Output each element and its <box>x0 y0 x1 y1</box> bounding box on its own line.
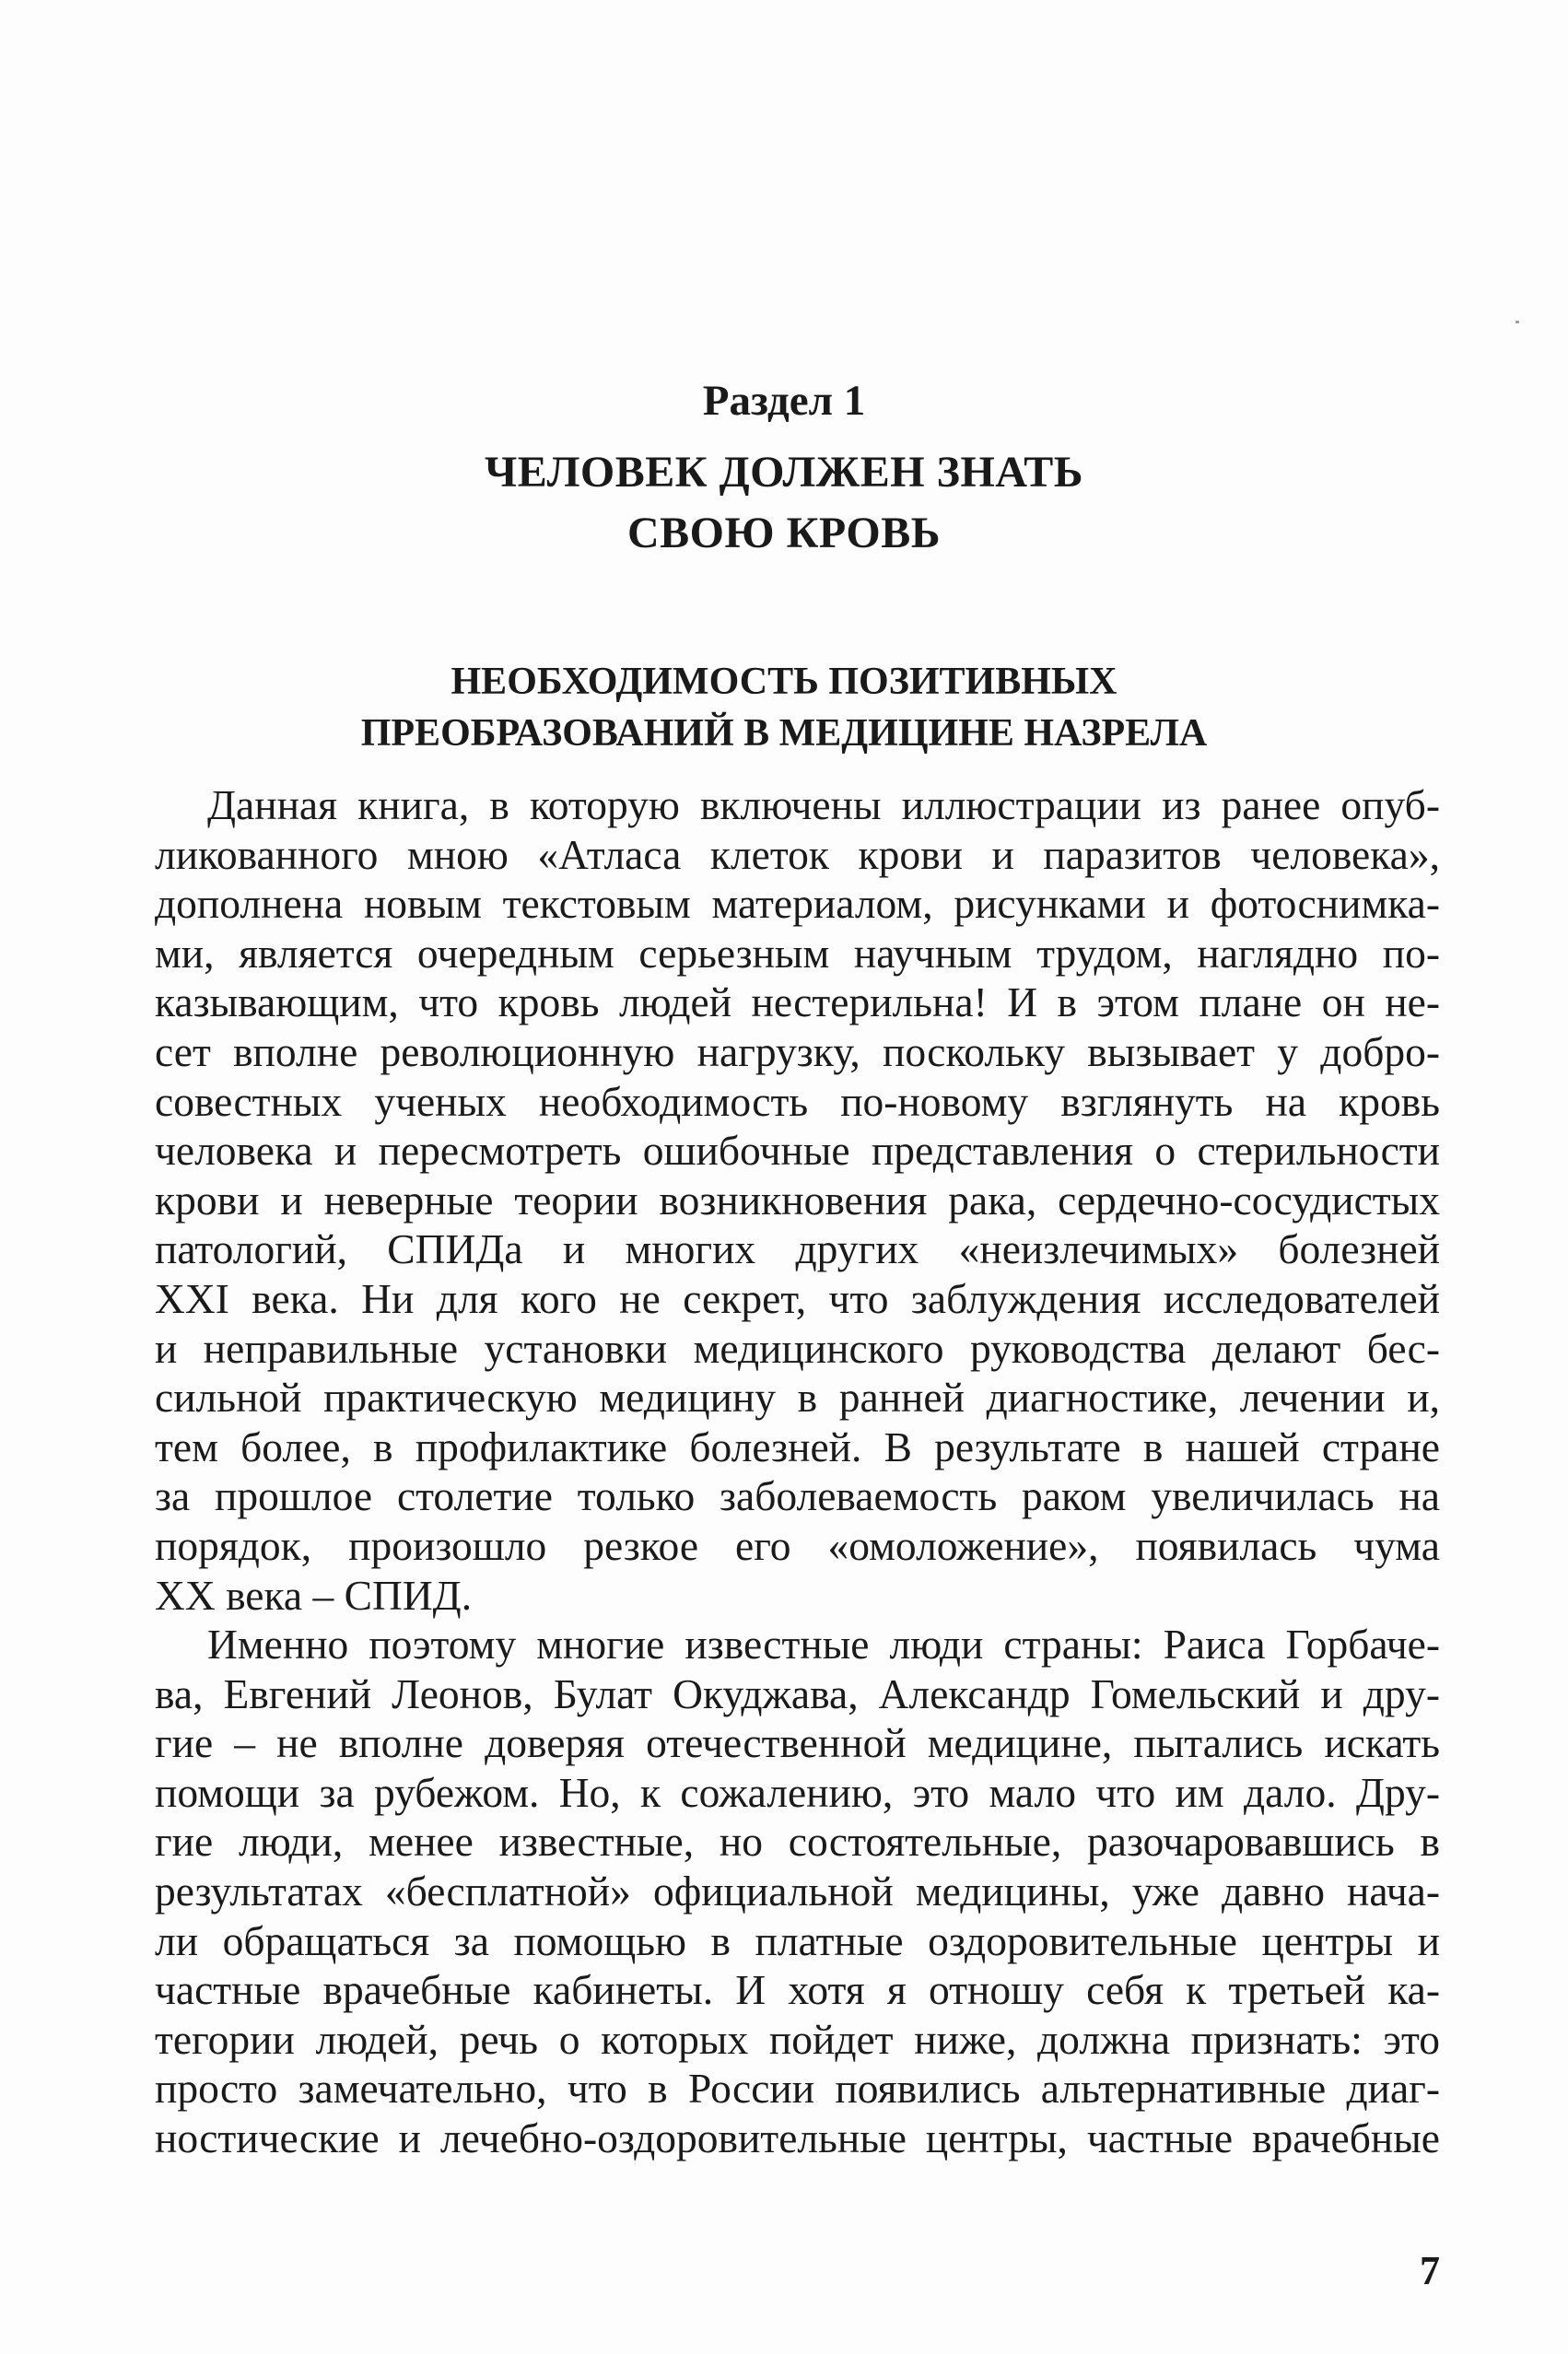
section-label: Раздел 1 <box>702 377 866 425</box>
text-line: порядок, произошло резкое его «омоложение», появилась чума <box>155 1521 1440 1569</box>
text-line: частные врачебные кабинеты. И хотя я отношу себя к третьей ка- <box>155 1966 1440 2014</box>
text-line: XXI века. Ни для кого не секрет, что заблуждения исследователей <box>155 1274 1440 1322</box>
article-title <box>0 656 1568 759</box>
body-text <box>155 780 1440 2163</box>
text-line: гие люди, менее известные, но состоятельные, разочаровавшись в <box>155 1818 1440 1866</box>
page-number: 7 <box>1420 2248 1440 2293</box>
text-line: сет вполне революционную нагрузку, поскольку вызывает у добро- <box>155 1027 1440 1075</box>
text-line: человека и пересмотреть ошибочные представления о стерильности <box>155 1127 1440 1175</box>
section-title-line: ЧЕЛОВЕК ДОЛЖЕН ЗНАТЬ <box>485 448 1083 497</box>
text-line: тегории людей, речь о которых пойдет ниже, должна признать: это <box>155 2015 1440 2063</box>
text-line: крови и неверные теории возникновения рака, сердечно-сосудистых <box>155 1176 1440 1224</box>
text-line: помощи за рубежом. Но, к сожалению, это мало что им дало. Дру- <box>155 1768 1440 1816</box>
text-line: гие – не вполне доверяя отечественной медицине, пытались искать <box>155 1719 1440 1767</box>
text-line: ностические и лечебно-оздоровительные центры, частные врачебные <box>155 2114 1440 2162</box>
text-line: ли обращаться за помощью в платные оздоровительные центры и <box>155 1916 1440 1964</box>
text-line: XX века – СПИД. <box>155 1571 473 1619</box>
text-line: тем более, в профилактике болезней. В результате в нашей стране <box>155 1423 1440 1470</box>
text-line: совестных ученых необходимость по-новому взглянуть на кровь <box>155 1077 1440 1125</box>
section-title-line: СВОЮ КРОВЬ <box>627 509 941 557</box>
article-title-line: ПРЕОБРАЗОВАНИЙ В МЕДИЦИНЕ НАЗРЕЛА <box>360 712 1208 755</box>
text-line: ми, является очередным серьезным научным трудом, наглядно по- <box>155 929 1440 977</box>
text-line: просто замечательно, что в России появились альтернативные диаг- <box>155 2065 1440 2113</box>
article-title-line: НЕОБХОДИМОСТЬ ПОЗИТИВНЫХ <box>451 661 1117 703</box>
text-line: результатах «бесплатной» официальной медицины, уже давно нача- <box>155 1868 1440 1915</box>
text-line: казывающим, что кровь людей нестерильна! И в этом плане он не- <box>155 978 1440 1026</box>
text-line: и неправильные установки медицинского руководства делают бес- <box>155 1324 1440 1372</box>
text-line: Данная книга, в которую включены иллюстрации из ранее опуб- <box>207 781 1440 828</box>
scan-speck <box>1515 321 1519 323</box>
text-line: дополнена новым текстовым материалом, рисунками и фотоснимка- <box>155 880 1440 928</box>
section-title <box>0 442 1568 564</box>
text-line: патологий, СПИДа и многих других «неизлечимых» болезней <box>155 1225 1440 1273</box>
text-line: за прошлое столетие только заболеваемость раком увеличилась на <box>155 1472 1440 1520</box>
text-line: ва, Евгений Леонов, Булат Окуджава, Александр Гомельский и дру- <box>155 1669 1440 1717</box>
text-line: ликованного мною «Атласа клеток крови и паразитов человека», <box>155 830 1440 878</box>
text-line: сильной практическую медицину в ранней диагностике, лечении и, <box>155 1374 1440 1422</box>
text-line: Именно поэтому многие известные люди страны: Раиса Горбаче- <box>207 1621 1440 1669</box>
